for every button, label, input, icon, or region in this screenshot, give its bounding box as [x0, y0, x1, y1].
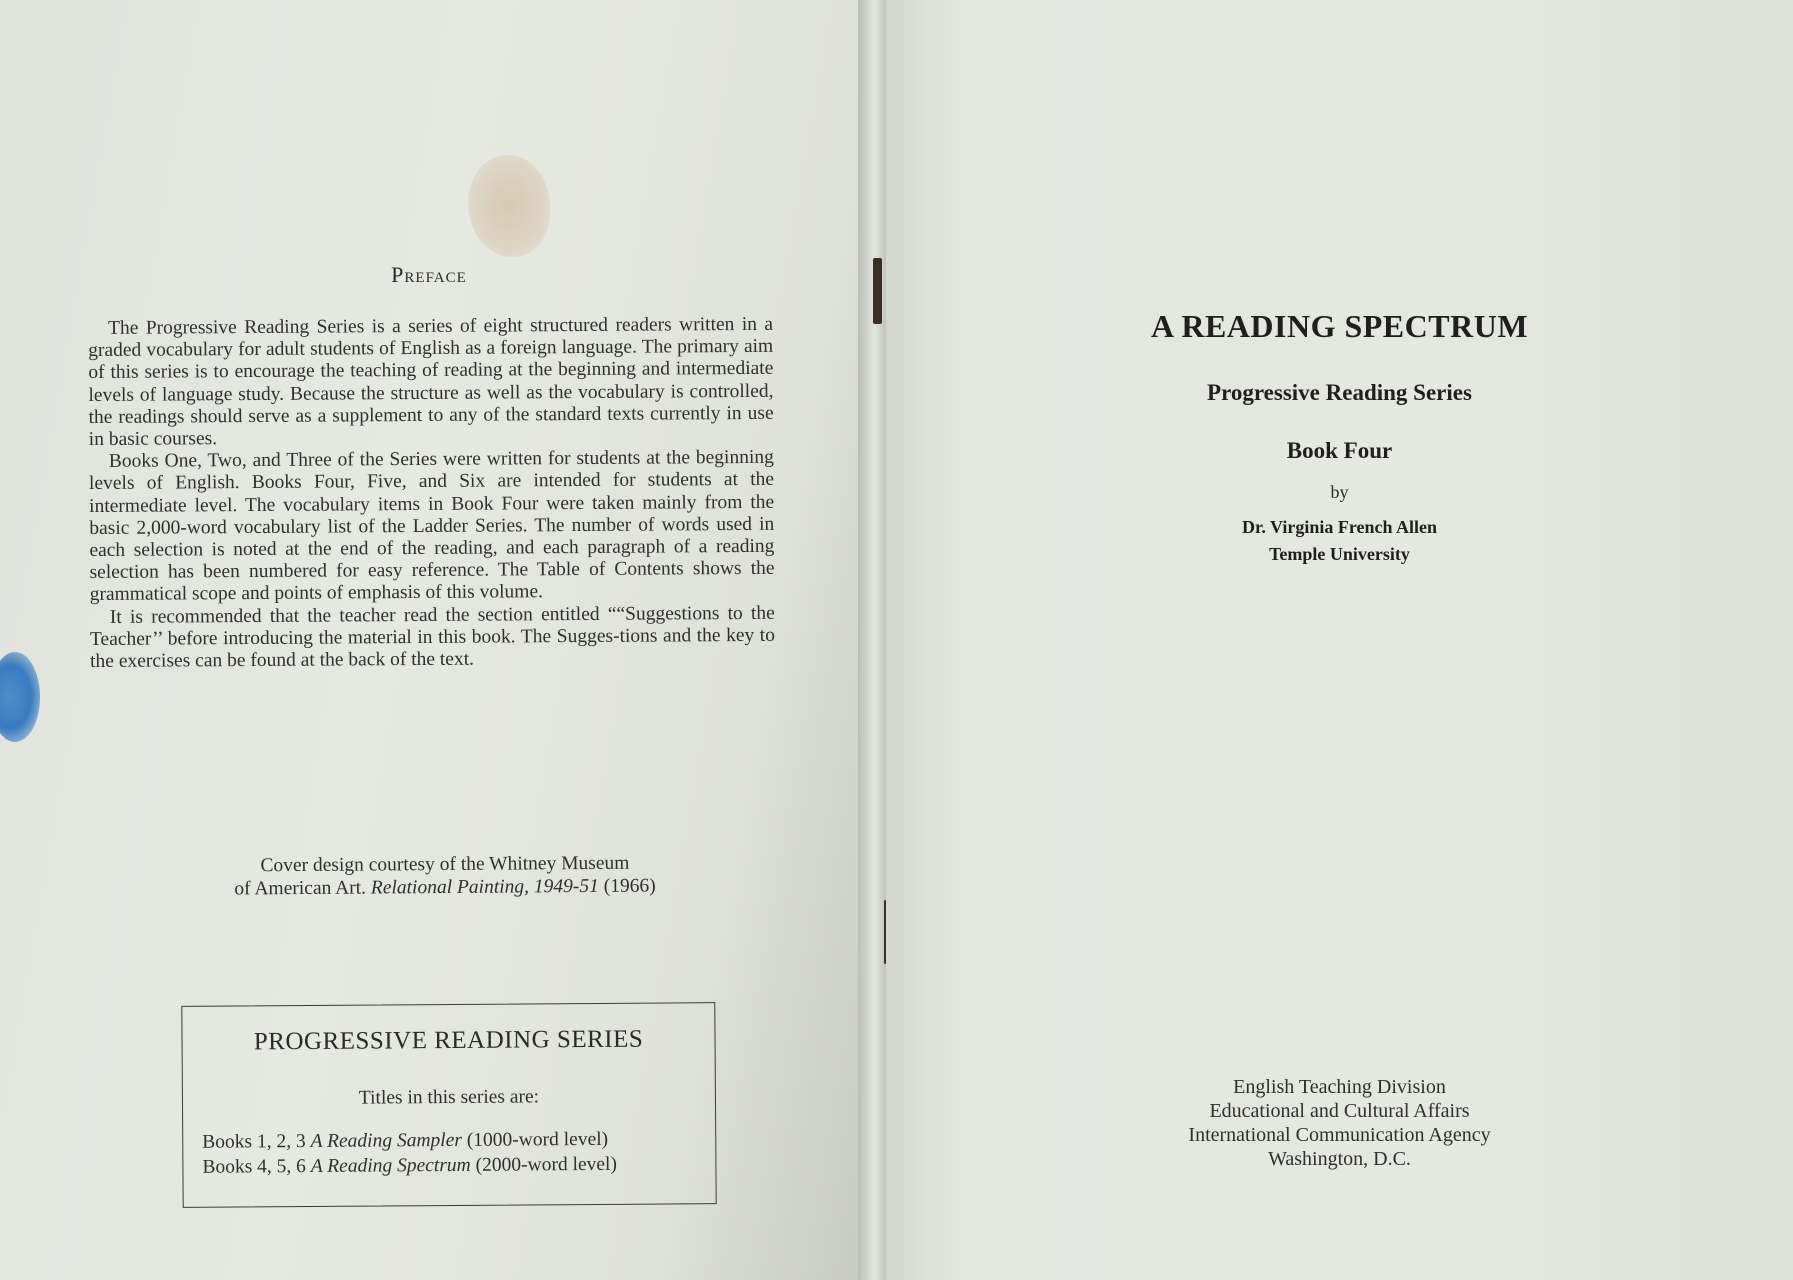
series-box	[181, 1002, 716, 1208]
publisher-line: Washington, D.C.	[1268, 1148, 1411, 1170]
left-page	[0, 0, 858, 1280]
blue-tape-mark	[0, 652, 40, 742]
preface-title: Preface	[391, 262, 467, 287]
book-number: Book Four	[1286, 438, 1393, 463]
staple-top	[873, 258, 882, 324]
cover-credit-line-2	[180, 874, 710, 901]
series-entry	[202, 1129, 608, 1154]
by-label: by	[1330, 482, 1349, 502]
series-entry-books: Books 4, 5, 6	[202, 1156, 306, 1178]
cover-credit-prefix: of American Art.	[234, 877, 367, 900]
preface-paragraph-1: The Progressive Reading Series is a series of eight structured readers written in a graded vocabulary for adult students of English as a foreign language. The primary aim of this series is to encourage the teaching of reading at the beginning and intermediate levels of language study. Because the structure as well as the vocabulary is controlled, the readings should serve as a supplement to any of the standard texts currently in use in basic courses.	[88, 313, 774, 451]
preface-paragraph-3: It is recommended that the teacher read the section entitled ““Suggestions to the Teacher’’ before introducing the material in this book. The Sugges-tions and the key to the exercises can be found at the back of the text.	[89, 602, 776, 673]
series-entry-title: A Reading Spectrum	[310, 1154, 471, 1177]
book-title: A READING SPECTRUM	[1150, 308, 1529, 344]
series-box-intro: Titles in this series are:	[358, 1086, 540, 1109]
author-name: Dr. Virginia French Allen	[1241, 517, 1437, 537]
author-affiliation: Temple University	[1269, 544, 1410, 564]
cover-credit-line-1: Cover design courtesy of the Whitney Museum	[260, 852, 630, 877]
preface-paragraph-2: Books One, Two, and Three of the Series were written for students at the beginning levels of English. Books Four, Five, and Six are intended for students at the intermediate level. The vocabulary items in Book Four were taken mainly from the basic 2,000-word vocabulary list of the Ladder Series. The number of words used in each selection is noted at the end of the reading, and each paragraph of a reading selection has been numbered for easy reference. The Table of Contents shows the grammatical scope and points of emphasis of this volume.	[88, 447, 775, 606]
right-page	[886, 0, 1793, 1280]
publisher-line: International Communication Agency	[1188, 1124, 1491, 1146]
cover-credit-year: (1966)	[603, 875, 656, 897]
preface-body	[88, 314, 775, 673]
series-entry-books: Books 1, 2, 3	[202, 1131, 306, 1153]
cover-credit-artwork: Relational Painting, 1949-51	[370, 875, 599, 899]
cover-credit	[180, 851, 710, 901]
series-entry-title: A Reading Sampler	[310, 1129, 462, 1152]
series-entry-level: (1000-word level)	[466, 1128, 609, 1151]
publisher-line: Educational and Cultural Affairs	[1209, 1100, 1470, 1122]
water-stain	[468, 155, 550, 257]
book-gutter	[858, 0, 886, 1280]
series-name: Progressive Reading Series	[1207, 380, 1472, 405]
series-entry	[202, 1154, 617, 1179]
series-entry-level: (2000-word level)	[475, 1153, 618, 1176]
series-box-heading: PROGRESSIVE READING SERIES	[253, 1025, 644, 1056]
publisher-line: English Teaching Division	[1233, 1076, 1446, 1098]
